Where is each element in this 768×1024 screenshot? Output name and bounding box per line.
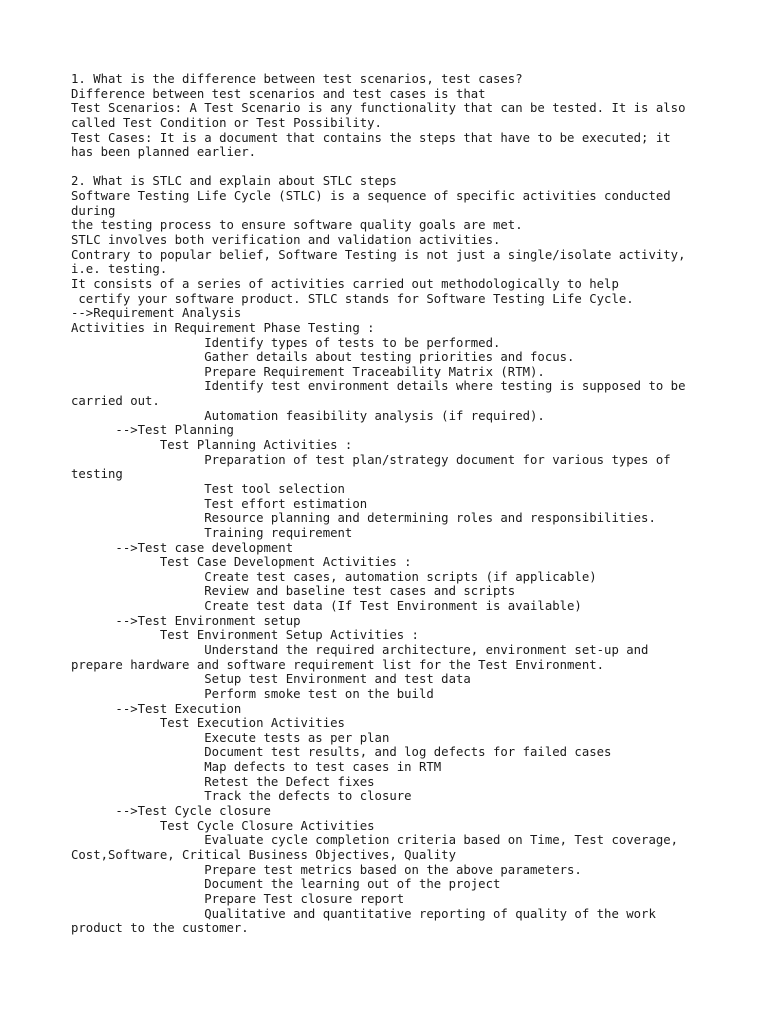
text-line: Test effort estimation [71,496,368,511]
text-line: certify your software product. STLC stands for Software Testing Life Cycle. [71,291,634,306]
text-line: Contrary to popular belief, Software Testing is not just a single/isolate activity, [71,247,686,262]
text-line: Retest the Defect fixes [71,774,375,789]
text-line: Prepare Test closure report [71,891,405,906]
text-line: Activities in Requirement Phase Testing : [71,320,375,335]
text-line: Map defects to test cases in RTM [71,760,442,775]
text-line: product to the customer. [71,921,249,936]
text-line: 1. What is the difference between test scenarios, test cases? [71,72,523,86]
text-line: It consists of a series of activities carried out methodologically to help [71,276,619,291]
text-line: -->Requirement Analysis [71,306,242,321]
blank-line [71,160,701,175]
text-line: Test Case Development Activities : [71,555,412,570]
text-line: -->Test Environment setup [71,613,301,628]
text-line: the testing process to ensure software quality goals are met. [71,218,523,233]
text-line: Automation feasibility analysis (if required). [71,408,545,423]
text-line: Create test data (If Test Environment is available) [71,599,582,614]
text-line: Execute tests as per plan [71,730,390,745]
text-line: Resource planning and determining roles and responsibilities. [71,511,656,526]
text-line: Test Planning Activities : [71,438,353,453]
text-line: Test Scenarios: A Test Scenario is any functionality that can be tested. It is also [71,101,686,116]
text-line: Document test results, and log defects for failed cases [71,745,612,760]
text-line: i.e. testing. [71,262,168,277]
text-line: -->Test case development [71,540,294,555]
text-line: -->Test Cycle closure [71,804,271,819]
text-line: Test Cases: It is a document that contains the steps that have to be executed; it [71,130,671,145]
text-line: prepare hardware and software requirement list for the Test Environment. [71,657,605,672]
text-line: Test Environment Setup Activities : [71,628,419,643]
text-line: Review and baseline test cases and scripts [71,584,516,599]
text-line: -->Test Planning [71,423,234,438]
text-line: Understand the required architecture, environment set-up and [71,642,649,657]
text-line: during [71,203,116,218]
text-line: Create test cases, automation scripts (if applicable) [71,569,597,584]
text-line: Test tool selection [71,481,345,496]
text-line: Test Cycle Closure Activities [71,818,375,833]
text-line: 2. What is STLC and explain about STLC steps [71,174,397,189]
text-line: Evaluate cycle completion criteria based on Time, Test coverage, [71,833,679,848]
text-line: has been planned earlier. [71,145,257,160]
text-line: Identify types of tests to be performed. [71,335,501,350]
text-line: Identify test environment details where testing is supposed to be [71,379,686,394]
text-line: Test Execution Activities [71,716,345,731]
text-line: STLC involves both verification and validation activities. [71,233,501,248]
text-line: Qualitative and quantitative reporting of quality of the work [71,906,656,921]
text-line: Perform smoke test on the build [71,686,434,701]
text-line: Prepare Requirement Traceability Matrix (RTM). [71,364,545,379]
document-page [71,72,701,936]
text-line: Preparation of test plan/strategy document for various types of [71,452,671,467]
text-line: carried out. [71,394,160,409]
text-line: Software Testing Life Cycle (STLC) is a sequence of specific activities conducted [71,189,671,204]
text-line: called Test Condition or Test Possibility. [71,115,382,130]
text-line: Setup test Environment and test data [71,672,471,687]
text-line: Prepare test metrics based on the above parameters. [71,862,582,877]
text-line: Document the learning out of the project [71,877,501,892]
text-line: Gather details about testing priorities and focus. [71,350,575,365]
text-line: testing [71,467,123,482]
text-line: Cost,Software, Critical Business Objectives, Quality [71,847,456,862]
text-line: Difference between test scenarios and test cases is that [71,86,486,101]
text-line: Track the defects to closure [71,789,412,804]
text-line: -->Test Execution [71,701,242,716]
text-line: Training requirement [71,525,353,540]
